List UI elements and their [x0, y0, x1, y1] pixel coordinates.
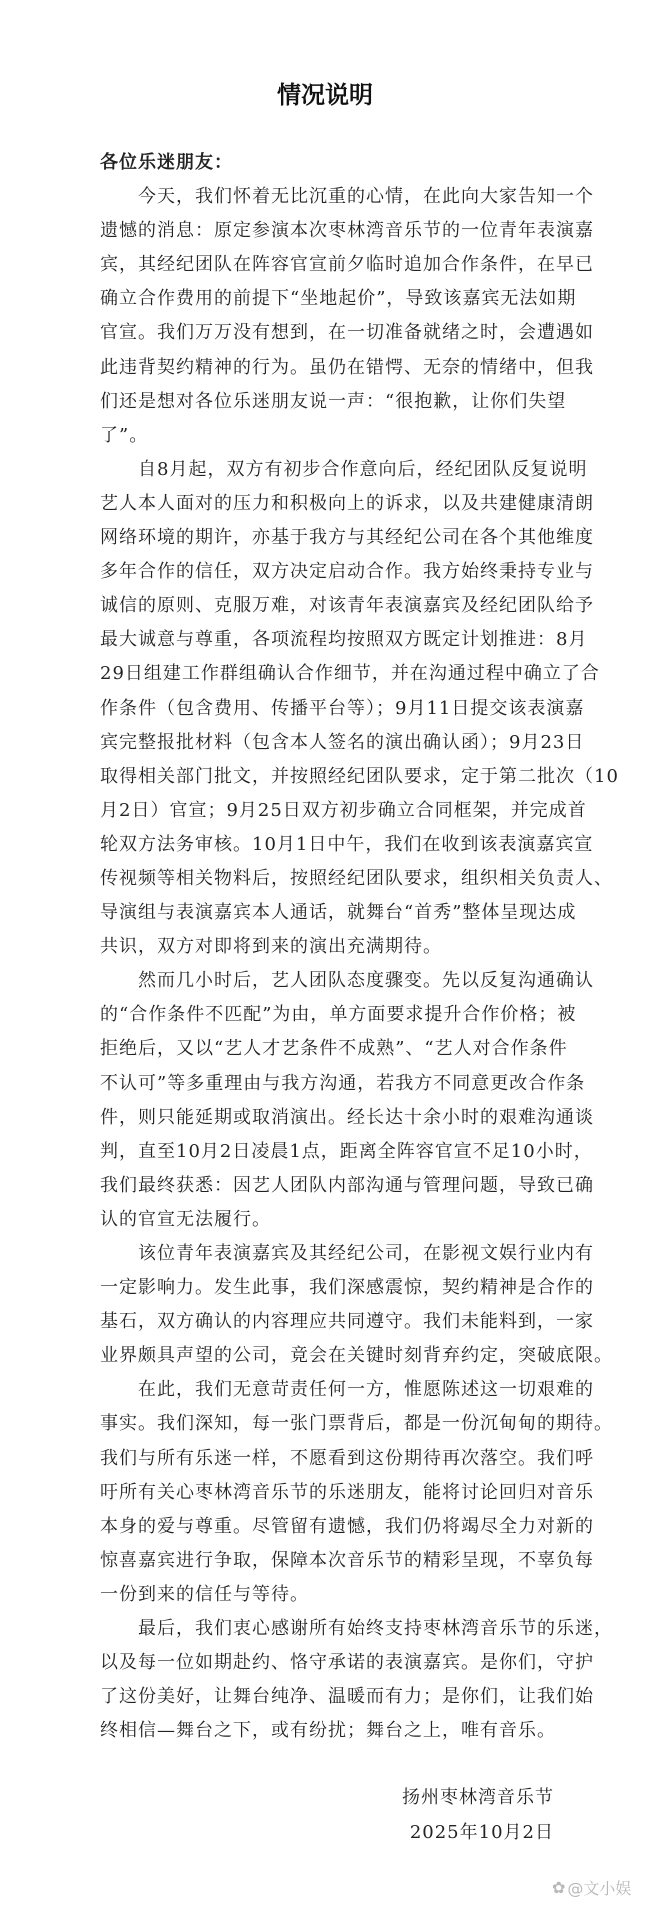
signature-date: 2025年10月2日 [409, 1822, 554, 1843]
paragraph [100, 1612, 613, 1748]
text-line: 我们与所有乐迷一样，不愿看到这份期待再次落空。我们呼 [100, 1447, 594, 1469]
text-line: 以及每一位如期赴约、恪守承诺的表演嘉宾。是你们，守护 [100, 1652, 594, 1674]
text-line: 在此，我们无意苛责任何一方，惟愿陈述这一切艰难的 [138, 1379, 594, 1401]
text-line: 最大诚意与尊重，各项流程均按照双方既定计划推进：8月 [100, 629, 588, 651]
text-line: 确立合作费用的前提下“坐地起价”，导致该嘉宾无法如期 [100, 288, 577, 310]
text-line: 判，直至10月2日凌晨1点，距离全阵容官宣不足10小时， [100, 1140, 593, 1162]
text-line: 今天，我们怀着无比沉重的心情，在此向大家告知一个 [138, 186, 594, 208]
text-line: 29日组建工作群组确认合作细节，并在沟通过程中确立了合 [100, 663, 600, 685]
paragraph [100, 1373, 613, 1612]
paragraph [100, 1237, 613, 1373]
text-line: 最后，我们衷心感谢所有始终支持枣林湾音乐节的乐迷， [138, 1618, 613, 1640]
text-line: 遗憾的消息：原定参演本次枣林湾音乐节的一位青年表演嘉 [100, 220, 594, 242]
text-line: 此违背契约精神的行为。虽仍在错愕、无奈的情绪中，但我 [100, 356, 594, 378]
text-line: 多年合作的信任，双方决定启动合作。我方始终秉持专业与 [100, 561, 594, 583]
text-line: 了”。 [100, 424, 149, 446]
greeting: 各位乐迷朋友： [100, 152, 233, 173]
text-line: 月2日）官宣；9月25日双方初步确立合同框架，并完成首 [100, 799, 587, 821]
text-line: 我们最终获悉：因艺人团队内部沟通与管理问题，导致已确 [100, 1174, 594, 1196]
text-line: 基石，双方确认的内容理应共同遵守。我们未能料到，一家 [100, 1311, 594, 1333]
text-line: 共识，双方对即将到来的演出充满期待。 [100, 936, 442, 958]
paragraph [100, 180, 594, 453]
text-line: 终相信—舞台之下，或有纷扰；舞台之上，唯有音乐。 [100, 1720, 556, 1742]
text-line: 自8月起，双方有初步合作意向后，经纪团队反复说明 [138, 458, 588, 480]
text-line: 认的官宣无法履行。 [100, 1208, 271, 1230]
text-line: 事实。我们深知，每一张门票背后，都是一份沉甸甸的期待。 [100, 1413, 613, 1435]
text-line: 业界颇具声望的公司，竟会在关键时刻背弃约定，突破底限。 [100, 1345, 613, 1367]
text-line: 件，则只能延期或取消演出。经长达十余小时的艰难沟通谈 [100, 1106, 594, 1128]
text-line: 取得相关部门批文，并按照经纪团队要求，定于第二批次（10 [100, 765, 619, 787]
text-line: 们还是想对各位乐迷朋友说一声：“很抱歉，让你们失望 [100, 390, 567, 412]
text-line: 诚信的原则、克服万难，对该青年表演嘉宾及经纪团队给予 [100, 595, 594, 617]
text-line: 吁所有关心枣林湾音乐节的乐迷朋友，能将讨论回归对音乐 [100, 1481, 594, 1503]
signature-block [402, 1780, 554, 1850]
text-line: 该位青年表演嘉宾及其经纪公司，在影视文娱行业内有 [138, 1243, 594, 1264]
text-line: 传视频等相关物料后，按照经纪团队要求，组织相关负责人、 [100, 867, 613, 889]
paragraph [100, 453, 619, 964]
text-line: 宾完整报批材料（包含本人签名的演出确认函）；9月23日 [100, 731, 585, 753]
paragraph [100, 964, 594, 1237]
text-line: 然而几小时后，艺人团队态度骤变。先以反复沟通确认 [138, 970, 594, 992]
watermark [552, 1876, 631, 1899]
document-body [100, 146, 619, 1748]
document-title: 情况说明 [277, 81, 373, 109]
text-line: 的“合作条件不匹配”为由，单方面要求提升合作价格；被 [100, 1004, 577, 1026]
text-line: 艺人本人面对的压力和积极向上的诉求，以及共建健康清朗 [100, 492, 594, 514]
text-line: 网络环境的期许，亦基于我方与其经纪公司在各个其他维度 [100, 527, 594, 549]
text-line: 宾，其经纪团队在阵容官宣前夕临时追加合作条件，在早已 [100, 254, 594, 276]
watermark-text: @文小娱 [567, 1879, 632, 1898]
text-line: 导演组与表演嘉宾本人通话，就舞台“首秀”整体呈现达成 [100, 902, 577, 924]
text-line: 一定影响力。发生此事，我们深感震惊，契约精神是合作的 [100, 1277, 594, 1299]
text-line: 拒绝后，又以“艺人才艺条件不成熟”、“艺人对合作条件 [100, 1038, 568, 1060]
text-line: 惊喜嘉宾进行争取，保障本次音乐节的精彩呈现，不辜负每 [100, 1549, 594, 1571]
text-line: 作条件（包含费用、传播平台等）；9月11日提交该表演嘉 [100, 697, 585, 719]
text-line: 了这份美好，让舞台纯净、温暖而有力；是你们，让我们始 [100, 1686, 594, 1708]
text-line: 官宣。我们万万没有想到，在一切准备就绪之时，会遭遇如 [100, 322, 594, 344]
text-line: 不认可”等多重理由与我方沟通，若我方不同意更改合作条 [100, 1072, 586, 1094]
text-line: 轮双方法务审核。10月1日中午，我们在收到该表演嘉宾宣 [100, 833, 594, 855]
text-line: 本身的爱与尊重。尽管留有遗憾，我们仍将竭尽全力对新的 [100, 1515, 594, 1537]
signature-org: 扬州枣林湾音乐节 [402, 1787, 554, 1808]
paw-icon: ✿ [552, 1878, 566, 1897]
text-line: 一份到来的信任与等待。 [100, 1583, 309, 1605]
